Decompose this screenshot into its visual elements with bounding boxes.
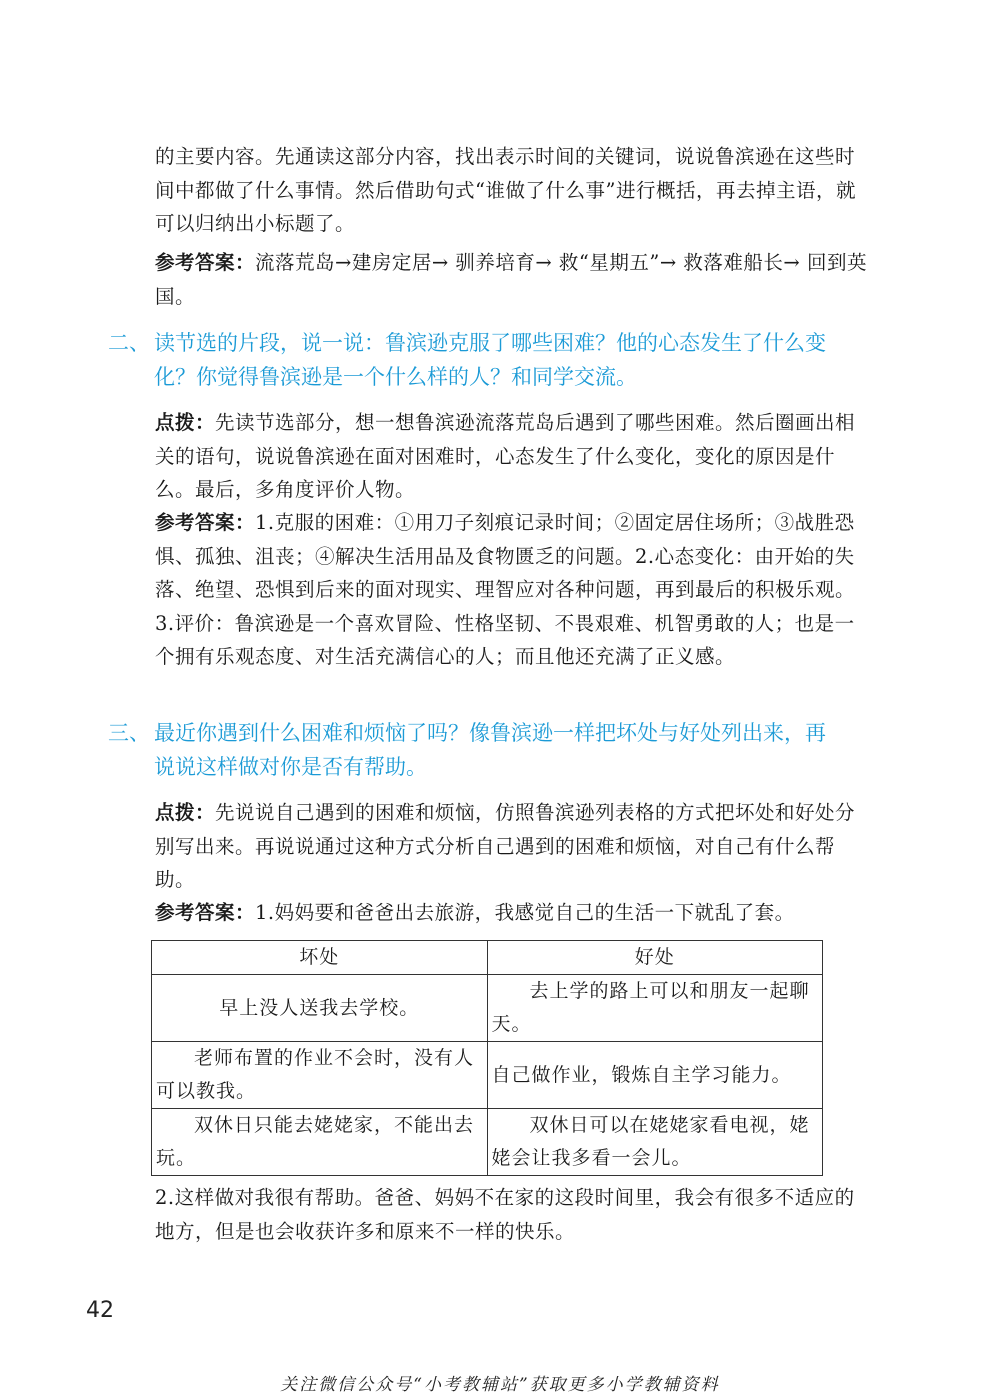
tip-paragraph-2 xyxy=(155,406,867,507)
answer-label: 参考答案： xyxy=(155,251,256,274)
question-number: 三、 xyxy=(108,721,150,745)
pros-cell: 自己做作业，锻炼自主学习能力。 xyxy=(487,1042,823,1109)
table-row xyxy=(152,1109,823,1176)
answer-text: 1.妈妈要和爸爸出去旅游，我感觉自己的生活一下就乱了套。 xyxy=(255,901,795,924)
intro-answer xyxy=(155,246,867,313)
answer-label: 参考答案： xyxy=(155,901,256,924)
footer-note: 关注微信公众号“小考教辅站”获取更多小学教辅资料 xyxy=(280,1375,720,1395)
table-header-row xyxy=(152,941,823,975)
question-line-2: 说说这样做对你是否有帮助。 xyxy=(154,755,427,779)
page-number: 42 xyxy=(86,1298,114,1323)
question-3 xyxy=(108,716,868,784)
question-2 xyxy=(108,326,868,394)
answer-paragraph-2 xyxy=(155,506,867,674)
tip-label: 点拨： xyxy=(155,801,216,824)
table-row xyxy=(152,975,823,1042)
table-row xyxy=(152,1042,823,1109)
tip-text: 先读节选部分，想一想鲁滨逊流落荒岛后遇到了哪些困难。然后圈画出相关的语句，说说鲁滨逊在面对困难时，心态发生了什么变化，变化的原因是什么。最后，多角度评价人物。 xyxy=(155,411,856,501)
question-line-1: 最近你遇到什么困难和烦恼了吗？像鲁滨逊一样把坏处与好处列出来，再 xyxy=(154,721,826,745)
intro-text: 的主要内容。先通读这部分内容，找出表示时间的关键词，说说鲁滨逊在这些时间中都做了什么事情。然后借助句式“谁做了什么事”进行概括，再去掉主语，就可以归纳出小标题了。 xyxy=(155,145,856,235)
header-pros: 好处 xyxy=(487,941,823,975)
header-cons: 坏处 xyxy=(152,941,488,975)
pros-cell: 双休日可以在姥姥家看电视，姥姥会让我多看一会儿。 xyxy=(487,1109,823,1176)
tip-text: 先说说自己遇到的困难和烦恼，仿照鲁滨逊列表格的方式把坏处和好处分别写出来。再说说通过这种方式分析自己遇到的困难和烦恼，对自己有什么帮助。 xyxy=(155,801,856,891)
answer2-text: 2.这样做对我很有帮助。爸爸、妈妈不在家的这段时间里，我会有很多不适应的地方，但是也会收获许多和原来不一样的快乐。 xyxy=(155,1186,855,1243)
pros-cons-table xyxy=(151,940,823,1176)
answer-text: 1.克服的困难：①用刀子刻痕记录时间；②固定居住场所；③战胜恐惧、孤独、沮丧；④解决生活用品及食物匮乏的问题。2.心态变化：由开始的失落、绝望、恐惧到后来的面对现实、理智应对各种问题，再到最后的积极乐观。3.评价：鲁滨逊是一个喜欢冒险、性格坚韧、不畏艰难、机智勇敢的人；也是一个拥有乐观态度、对生活充满信心的人；而且他还充满了正义感。 xyxy=(155,511,856,668)
tip-label: 点拨： xyxy=(155,411,216,434)
intro-paragraph xyxy=(155,140,867,241)
question-line-1: 读节选的片段，说一说：鲁滨逊克服了哪些困难？他的心态发生了什么变 xyxy=(154,331,826,355)
pros-cell: 去上学的路上可以和朋友一起聊天。 xyxy=(487,975,823,1042)
answer-paragraph-3b xyxy=(155,1181,867,1248)
tip-paragraph-3 xyxy=(155,796,867,897)
answer-label: 参考答案： xyxy=(155,511,256,534)
cons-cell: 早上没人送我去学校。 xyxy=(152,975,488,1042)
cons-cell: 老师布置的作业不会时，没有人可以教我。 xyxy=(152,1042,488,1109)
answer-paragraph-3 xyxy=(155,896,867,930)
cons-cell: 双休日只能去姥姥家，不能出去玩。 xyxy=(152,1109,488,1176)
answer-text: 流落荒岛→建房定居→ 驯养培育→ 救“星期五”→ 救落难船长→ 回到英国。 xyxy=(155,251,867,308)
question-line-2: 化？你觉得鲁滨逊是一个什么样的人？和同学交流。 xyxy=(154,365,637,389)
question-number: 二、 xyxy=(108,331,150,355)
